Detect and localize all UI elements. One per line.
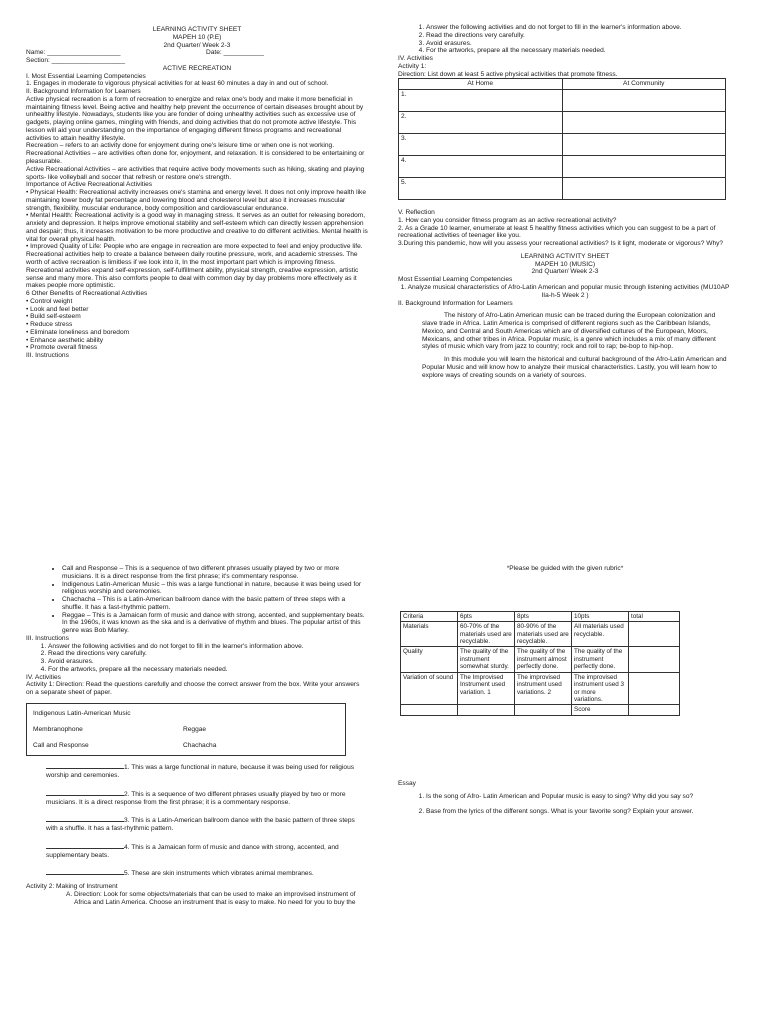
rubric-cell: All materials used recyclable. xyxy=(572,622,629,647)
music-bg-heading: II. Background Information for Learners xyxy=(398,299,513,307)
rubric-header: 10pts xyxy=(572,611,629,621)
other-benefits-heading: 6 Other Benefits of Recreational Activities xyxy=(26,290,148,298)
rubric-cell: Materials xyxy=(401,622,458,647)
term-item: • Reggae – This is a Jamaican form of music and dance with strong, accented, and supplementary beats. In the 1960s, it was known as the ska and is a derivative of rhythm and blues. The popular artist of this genre was Bob Marley. xyxy=(62,612,368,635)
essay-list xyxy=(398,793,732,817)
physical-health-text: • Physical Health: Recreational activity increases one's stamina and energy level. It does not only improve health like maintaining lower body fat percentage and lowering blood and cholesterol level but also it increases muscular strength, flexibility, muscular endurance, body composition and cardiovascular endurance. xyxy=(26,189,367,212)
music-sheet-terms xyxy=(26,565,368,1020)
reflection-item: 1. How can you consider fitness program as an active recreational activity? xyxy=(398,216,617,224)
benefit-item: • Build self-esteem xyxy=(26,313,81,321)
benefit-item: • Reduce stress xyxy=(26,321,73,329)
rubric-cell: Variation of sound xyxy=(401,672,458,705)
music-title: LEARNING ACTIVITY SHEET xyxy=(520,252,610,260)
table-cell[interactable] xyxy=(562,178,726,200)
instruction-item: 2. Read the directions very carefully. xyxy=(48,650,368,658)
choices-box xyxy=(26,703,346,756)
date-field[interactable]: Date: ___________ xyxy=(206,49,264,57)
quality-of-life-text: • Improved Quality of Life: People who are engage in recreation are more expected to feel and enjoy productive life. Recreational activities help to create a balance between daily routine pressure, work, and academic stresses. The worth of active recreation is limitless if we look into it, In the most important part which is improving fitness. Recreational activities expand self-expression, self-fulfillment ability, physical strength, creative expression, artistic sense and many more. This also comforts people to deal with common day by day problems more effectively as it makes people more optimistic. xyxy=(26,243,363,290)
pe-bg-text: Active physical recreation is a form of recreation to energize and relax one's body and make it more beneficial in maintaining fitness level. Being active and healthy help prevent the occurrence of certain diseases brought about by unhealthy lifestyle. Nowadays, students like you are fonder of doing unhealthy activities such as excessive use of gadgets, playing online games, mingling with friends, and doing activities that do not promote active lifestyle. This lesson will aid your understanding on the importance of engaging different fitness programs and recreational activities to attain healthy lifestyle. xyxy=(26,95,364,142)
table-cell[interactable] xyxy=(562,134,726,156)
pe-instructions-list xyxy=(398,24,732,55)
choice-item: Indigenous Latin-American Music xyxy=(33,710,131,718)
pe-bg-heading: II. Background Information for Learners xyxy=(26,88,141,96)
section-field[interactable]: Section: ____________________ xyxy=(26,57,125,65)
activity2-item: A. Direction: Look for some objects/materials that can be used to make an improvised instrument of Africa and Latin America. Choose an instrument that is easy to make. No need for you to buy the xyxy=(74,891,368,907)
benefit-item: • Eliminate loneliness and boredom xyxy=(26,328,130,336)
questions-list xyxy=(26,762,368,878)
choice-item: Reggae xyxy=(183,725,207,733)
music-bg-para1: The history of Afro-Latin American music can be traced during the European colonization and slave trade in Africa. Latin America is comprised of different regions such as the Caribbean Islands, Mexico, and Central and South Americas which are of diversified cultures of the European, Moors, Mexicans, and other tribes in Africa. Popular music, is a genre which includes a mix of many different styles of music which vary from jazz to country; rock and roll to rap; be-bop to hip-hop. xyxy=(422,312,716,351)
benefits-list xyxy=(26,298,368,352)
rubric-cell xyxy=(401,705,458,715)
essay-item: 1. Is the song of Afro- Latin American and Popular music is easy to sing? Why did you say so? xyxy=(426,793,732,801)
recreational-activities-definition: Recreational Activities – are activities often done for, enjoyment, and relaxation. It is considered to be entertaining or pleasurable. xyxy=(26,150,365,166)
instruction-item: 1. Answer the following activities and do not forget to fill in the learner's information above. xyxy=(48,643,368,651)
music-melc-heading: Most Essential Learning Competencies xyxy=(398,276,513,284)
benefit-item: • Look and feel better xyxy=(26,305,89,313)
instruction-item: 2. Read the directions very carefully. xyxy=(426,32,732,40)
answer-blank[interactable] xyxy=(46,762,124,769)
benefit-item: • Enhance aesthetic ability xyxy=(26,336,104,344)
pe-activity1-heading: Activity 1: xyxy=(398,62,427,70)
pe-melc-text: 1. Engages in moderate to vigorous physical activities for at least 60 minutes a day in and out of school. xyxy=(26,80,329,88)
music-sheet-top xyxy=(398,24,732,494)
table-cell[interactable]: 3. xyxy=(399,134,563,156)
rubric-header: total xyxy=(629,611,680,621)
rubric-cell: 80-90% of the materials used are recyclable. xyxy=(515,622,572,647)
rubric-cell: Score xyxy=(572,705,629,715)
recreation-definition: Recreation – refers to an activity done for enjoyment during one's leisure time or when one is not working. xyxy=(26,142,335,150)
pe-title: LEARNING ACTIVITY SHEET xyxy=(152,26,242,33)
table-cell[interactable] xyxy=(562,156,726,178)
pe-subject: MAPEH 10 (P.E) xyxy=(172,33,222,41)
essay-item: 2. Base from the lyrics of the different songs. What is your favorite song? Explain your answer. xyxy=(426,808,732,816)
choice-item: Call and Response xyxy=(33,741,89,749)
active-recreational-definition: Active Recreational Activities – are activities that require active body movements such as hiking, skating and playing sports- like volleyball and soccer that refresh or restore one's strength. xyxy=(26,165,365,181)
table-cell[interactable]: 1. xyxy=(399,90,563,112)
reflection-item: 2. As a Grade 10 learner, enumerate at least 5 healthy fitness activities which you can suggest to be a part of recreational activities of teenager like you. xyxy=(398,224,716,240)
question-item: 3. This is a Latin-American ballroom dance with the basic pattern of three steps with a shuffle. It has a fast-rhythmic pattern. xyxy=(46,817,355,833)
rubric-cell[interactable] xyxy=(629,705,680,715)
importance-heading: Importance of Active Recreational Activities xyxy=(26,181,153,189)
pe-melc-heading: I. Most Essential Learning Competencies xyxy=(26,72,146,80)
rubric-cell[interactable] xyxy=(629,622,680,647)
terms-list xyxy=(26,565,368,635)
rubric-cell: Quality xyxy=(401,647,458,672)
rubric-cell: 60-70% of the materials used are recyclable. xyxy=(458,622,515,647)
term-item: • Chachacha – This is a Latin-American ballroom dance with the basic pattern of three steps with a shuffle. It has a fast-rhythmic pattern. xyxy=(62,596,368,612)
benefit-item: • Promote overall fitness xyxy=(26,344,98,352)
rubric-cell: The Improvised Instrument used variation. 1 xyxy=(458,672,515,705)
choice-item: Membranophone xyxy=(33,725,83,733)
table-cell[interactable]: 2. xyxy=(399,112,563,134)
pe-activities-heading: IV. Activities xyxy=(398,55,433,63)
pe-activity1-direction: Direction: List down at least 5 active physical activities that promote fitness. xyxy=(398,70,618,78)
rubric-cell[interactable] xyxy=(629,672,680,705)
rubric-note: *Please be guided with the given rubric* xyxy=(506,565,624,572)
instruction-item: 4. For the artworks, prepare all the necessary materials needed. xyxy=(426,47,732,55)
pe-topic: ACTIVE RECREATION xyxy=(162,64,232,72)
table-cell[interactable] xyxy=(562,112,726,134)
benefit-item: • Control weight xyxy=(26,297,73,305)
rubric-header: 8pts xyxy=(515,611,572,621)
activity2-list xyxy=(26,891,368,907)
music-activity1-text: Activity 1: Direction: Read the questions carefully and choose the correct answer from the box. Write your answers on a separate sheet of paper. xyxy=(26,681,360,697)
answer-blank[interactable] xyxy=(46,789,124,796)
music-quarter: 2nd Quarter/ Week 2-3 xyxy=(531,268,599,276)
term-item: • Call and Response – This is a sequence of two different phrases usually played by two or more musicians. It is a direct response from the first phrase; it's commentary response. xyxy=(62,565,368,581)
instruction-item: 3. Avoid erasures. xyxy=(48,658,368,666)
instruction-item: 4. For the artworks, prepare all the necessary materials needed. xyxy=(48,666,368,674)
table-header: At Home xyxy=(399,79,563,90)
activity2-heading: Activity 2: Making of Instrument xyxy=(26,883,118,891)
rubric-cell: The quality of the instrument almost perfectly done. xyxy=(515,647,572,672)
instruction-item: 3. Avoid erasures. xyxy=(426,40,732,48)
term-item: • Indigenous Latin-American Music – this was a large functional in nature, because it was being used for religious worship and ceremonies. xyxy=(62,581,368,597)
music-instructions-list xyxy=(26,643,368,674)
music-bg-para2: In this module you will learn the historical and cultural background of the Afro-Latin American and Popular Music and will know how to analyze their musical characteristics. Lastly, you will learn how to explore ways of creating sounds on a variety of sources. xyxy=(422,356,727,379)
rubric-header: Criteria xyxy=(401,611,458,621)
choice-item: Chachacha xyxy=(183,741,217,749)
activities-table xyxy=(398,78,726,200)
rubric-cell: The improvised instrument used 3 or more variations. xyxy=(572,672,629,705)
answer-blank[interactable] xyxy=(46,842,124,849)
rubric-cell: The quality of the instrument somewhat sturdy. xyxy=(458,647,515,672)
music-melc-text: 1. Analyze musical characteristics of Afro-Latin American and popular music through listening activities (MU10AP IIa-h-5 Week 2 ) xyxy=(400,284,730,299)
pe-instructions-heading: III. Instructions xyxy=(26,352,69,360)
mental-health-text: • Mental Health: Recreational activity is a good way in managing stress. It serves as an outlet for releasing boredom, anxiety and depression. It helps improve emotional stability and self-esteem which can directly lessen apprehension and despair; thus, it increases motivation to be more productive and creative to do different activities. Mental health is vital for overall physical health. xyxy=(26,212,368,243)
rubric-table xyxy=(400,611,680,716)
table-header: At Community xyxy=(562,79,726,90)
reflection-heading: V. Reflection xyxy=(398,209,435,217)
answer-blank[interactable] xyxy=(46,868,124,875)
rubric-header: 6pts xyxy=(458,611,515,621)
question-item: 5. These are skin instruments which vibrates animal membranes. xyxy=(46,868,368,878)
reflection-item: 3.During this pandemic, how will you assess your recreational activities? Is it light, moderate or vigorous? Why? xyxy=(398,240,724,248)
music-instructions-heading: III. Instructions xyxy=(26,634,69,642)
rubric-cell[interactable] xyxy=(629,647,680,672)
question-item: 4. This is a Jamaican form of music and dance with strong, accented, and supplementary beats. xyxy=(46,843,339,859)
rubric-cell xyxy=(515,705,572,715)
table-cell[interactable] xyxy=(562,90,726,112)
pe-quarter: 2nd Quarter/ Week 2-3 xyxy=(163,41,231,49)
pe-sheet xyxy=(26,26,368,496)
answer-blank[interactable] xyxy=(46,815,124,822)
rubric-cell: The quality of the instrument perfectly done. xyxy=(572,647,629,672)
table-cell[interactable]: 4. xyxy=(399,156,563,178)
music-sheet-rubric xyxy=(398,565,732,1020)
rubric-cell: The improvised instrument used variations. 2 xyxy=(515,672,572,705)
rubric-cell xyxy=(458,705,515,715)
question-item: 2. This is a sequence of two different phrases usually played by two or more musicians. It is a direct response from the first phrase; it is a commentary response. xyxy=(46,790,346,806)
music-subject: MAPEH 10 (MUSIC) xyxy=(534,260,596,268)
question-item: 1. This was a large functional in nature, because it was being used for religious worship and ceremonies. xyxy=(46,764,355,780)
name-date-row xyxy=(26,49,368,57)
name-field[interactable]: Name: ____________________ xyxy=(26,49,121,57)
music-activities-heading: IV. Activities xyxy=(26,673,61,681)
essay-heading: Essay xyxy=(398,779,416,787)
table-cell[interactable]: 5. xyxy=(399,178,563,200)
instruction-item: 1. Answer the following activities and do not forget to fill in the learner's information above. xyxy=(426,24,732,32)
